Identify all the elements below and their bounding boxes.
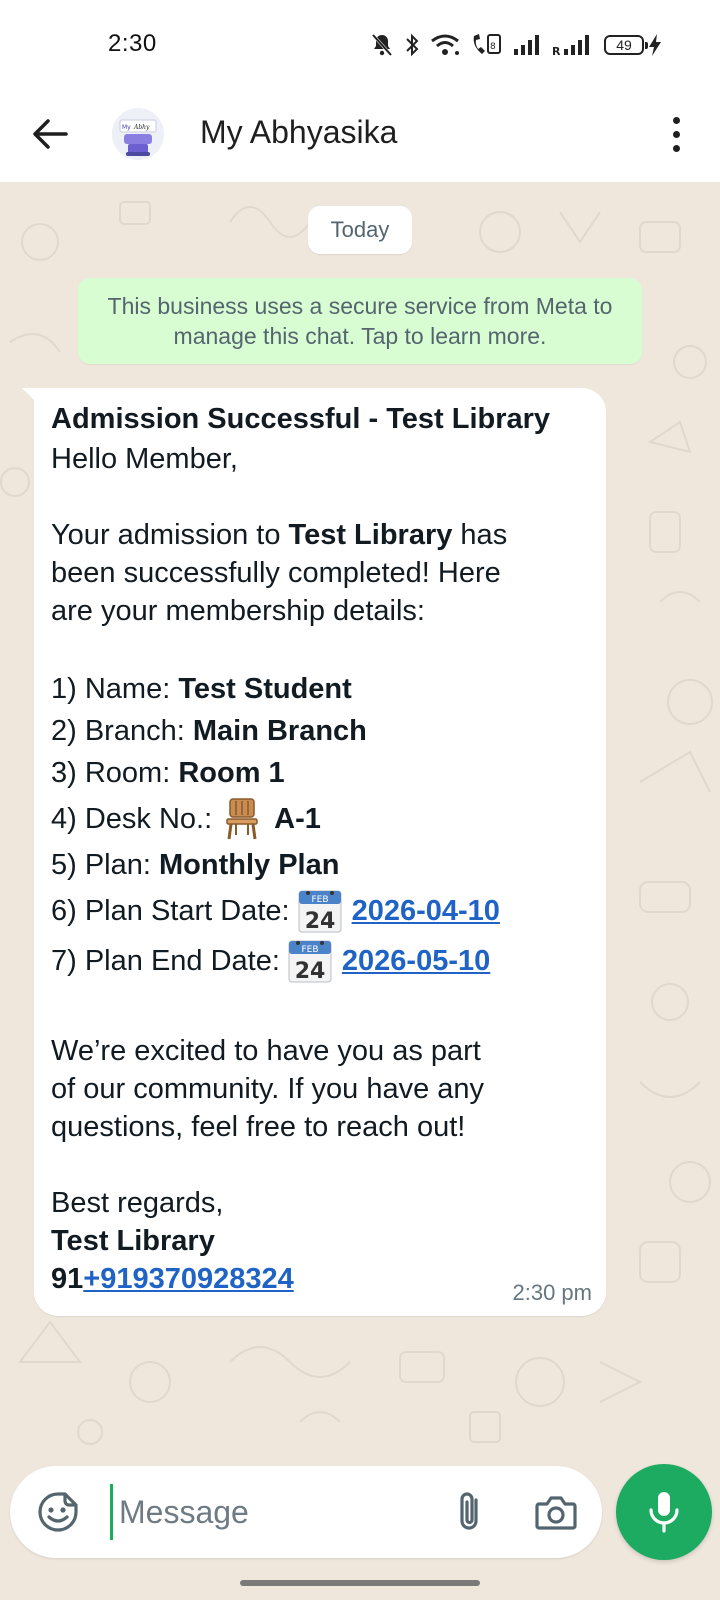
chat-header <box>0 86 720 182</box>
sticker-icon <box>37 1491 79 1533</box>
date-chip: Today <box>308 206 412 254</box>
detail-value: Room 1 <box>178 757 285 789</box>
chair-icon <box>224 797 260 841</box>
contact-name[interactable]: My Abhyasika <box>200 114 398 150</box>
detail-label: 3) Room: <box>51 757 171 789</box>
detail-value: A-1 <box>274 803 321 835</box>
line-spacer <box>51 986 590 1032</box>
line-spacer <box>51 478 590 516</box>
signal-1-icon <box>512 33 542 57</box>
message-outro-line-3: questions, feel free to reach out! <box>51 1111 466 1143</box>
emoji-sticker-button[interactable] <box>34 1488 82 1536</box>
calendar-month: FEB <box>311 895 329 905</box>
battery-indicator <box>604 33 662 57</box>
detail-label: 5) Plan: <box>51 849 151 881</box>
message-intro-line-2: been successfully completed! Here <box>51 557 501 589</box>
status-time: 2:30 <box>108 30 157 57</box>
message-input[interactable] <box>110 1484 420 1540</box>
incoming-message-bubble[interactable] <box>34 388 606 1316</box>
message-signature <box>51 1222 590 1260</box>
detail-room <box>51 752 590 794</box>
battery-level: 49 <box>604 35 644 55</box>
detail-plan-start-date <box>51 886 590 936</box>
line-spacer <box>51 1146 590 1184</box>
detail-plan-end-date <box>51 936 590 986</box>
menu-dot <box>673 117 680 124</box>
svg-text:R: R <box>552 45 561 57</box>
detail-label: 2) Branch: <box>51 715 185 747</box>
message-signoff: Best regards, <box>51 1187 224 1219</box>
detail-value: Main Branch <box>192 715 367 747</box>
detail-plan <box>51 844 590 886</box>
detail-value: Monthly Plan <box>159 849 340 881</box>
message-composer <box>10 1466 602 1558</box>
intro-prefix: Your admission to <box>51 519 289 551</box>
home-gesture-handle[interactable] <box>240 1580 480 1586</box>
menu-dot <box>673 145 680 152</box>
message-timestamp: 2:30 pm <box>512 1280 592 1305</box>
message-phone <box>51 1260 590 1298</box>
chat-messages-area[interactable] <box>0 182 720 1462</box>
charging-bolt-icon <box>648 33 662 57</box>
more-options-button[interactable] <box>658 110 694 158</box>
encryption-notice[interactable]: This business uses a secure service from Meta to manage this chat. Tap to learn more. <box>78 278 642 364</box>
phone-number-link[interactable]: +919370928324 <box>83 1263 294 1295</box>
calendar-icon <box>298 889 342 933</box>
calendar-month: FEB <box>301 945 319 955</box>
wifi-icon <box>430 33 460 57</box>
mute-notifications-icon <box>370 32 394 58</box>
bluetooth-icon <box>404 32 420 58</box>
detail-branch <box>51 710 590 752</box>
back-button[interactable] <box>26 110 74 158</box>
paperclip-icon <box>455 1490 485 1534</box>
intro-suffix: has <box>452 519 508 551</box>
voice-message-button[interactable] <box>616 1464 712 1560</box>
menu-dot <box>673 131 680 138</box>
attach-button[interactable] <box>446 1486 494 1538</box>
signal-2-roaming-icon <box>552 33 594 57</box>
detail-value: Test Student <box>178 673 352 705</box>
line-spacer <box>51 630 590 668</box>
signature-name: Test Library <box>51 1225 215 1257</box>
detail-desk <box>51 794 590 844</box>
detail-label: 4) Desk No.: <box>51 803 213 835</box>
detail-label: 1) Name: <box>51 673 171 705</box>
plan-start-date-link[interactable]: 2026-04-10 <box>351 895 500 927</box>
svg-text:8: 8 <box>490 42 496 52</box>
status-icons <box>370 30 662 60</box>
business-logo-icon <box>112 108 164 160</box>
calendar-icon <box>288 939 332 983</box>
message-title: Admission Successful - Test Library <box>51 403 551 435</box>
wifi-calling-icon <box>470 32 502 58</box>
message-outro-line-1: We’re excited to have you as part <box>51 1035 481 1067</box>
message-greeting: Hello Member, <box>51 443 238 475</box>
calendar-day: 24 <box>304 909 335 933</box>
message-outro-line-2: of our community. If you have any <box>51 1073 485 1105</box>
message-intro-line-3: are your membership details: <box>51 595 425 627</box>
phone-prefix: 91 <box>51 1263 84 1295</box>
camera-icon <box>535 1494 577 1530</box>
intro-library-name: Test Library <box>288 519 453 551</box>
detail-label: 7) Plan End Date: <box>51 945 280 977</box>
arrow-left-icon <box>32 118 68 150</box>
svg-text:My: My <box>122 124 131 131</box>
status-bar <box>0 0 720 86</box>
camera-button[interactable] <box>530 1488 582 1536</box>
contact-avatar[interactable] <box>112 108 164 160</box>
message-intro-line-1 <box>51 516 590 554</box>
detail-label: 6) Plan Start Date: <box>51 895 290 927</box>
plan-end-date-link[interactable]: 2026-05-10 <box>341 945 491 977</box>
detail-name <box>51 668 590 710</box>
system-navigation-bar <box>0 1566 720 1600</box>
svg-text:Abhy: Abhy <box>134 124 150 131</box>
calendar-day: 24 <box>294 959 326 983</box>
microphone-icon <box>647 1490 681 1534</box>
